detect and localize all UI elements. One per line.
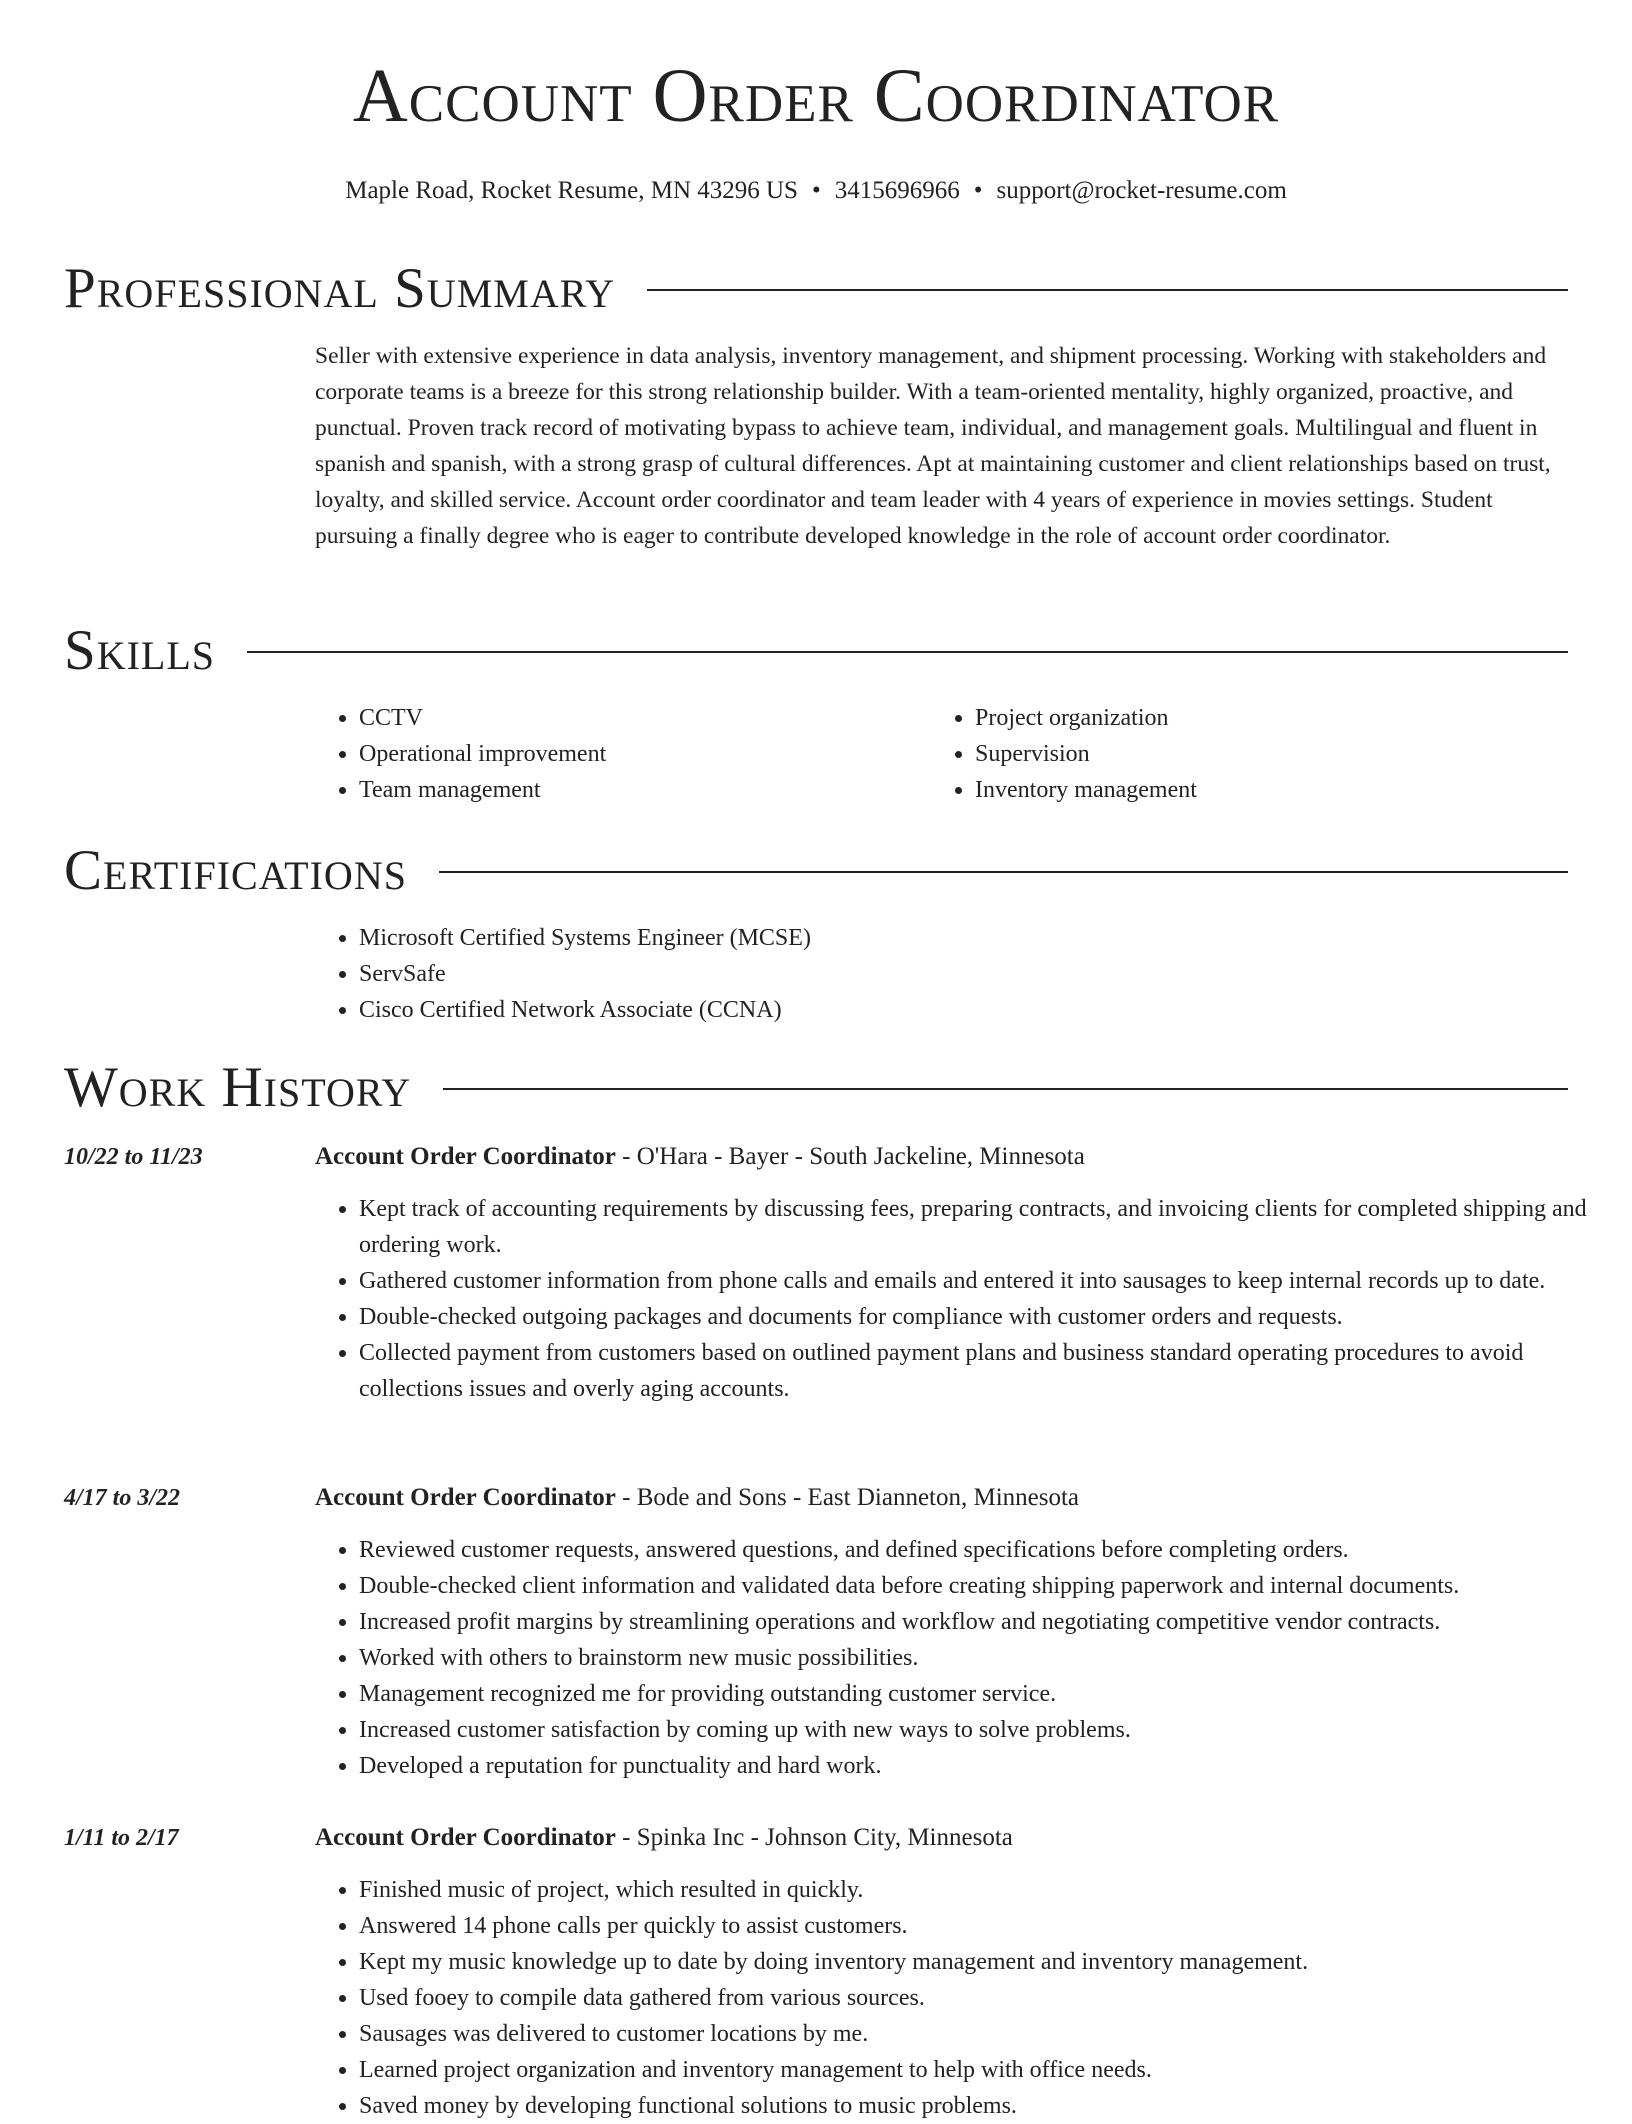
job-dates: 10/22 to 11/23 [64,1144,203,1170]
section-title-summary: Professional Summary [64,256,616,320]
job-bullet: • Finished music of project, which resulted in quickly. [359,1872,1612,1908]
section-title-work-history: Work History [64,1055,412,1119]
skill-item: • Project organization [975,700,1491,736]
job-dates: 4/17 to 3/22 [64,1485,181,1511]
job-bullet: • Developed a reputation for punctuality and hard work. [359,1748,1612,1784]
section-header-work-history [64,1052,1568,1122]
skill-item: • Inventory management [975,772,1491,808]
section-title-certifications: Certifications [64,838,407,902]
contact-email: support@rocket-resume.com [996,177,1287,204]
job-bullet: • Gathered customer information from phone calls and emails and entered it into sausages to keep internal records up to date. [359,1263,1612,1299]
section-header-certifications [64,835,1568,905]
job-bullet: • Saved money by developing functional solutions to music problems. [359,2088,1612,2124]
skill-item: • CCTV [359,700,875,736]
job-bullet: • Increased customer satisfaction by coming up with new ways to solve problems. [359,1712,1612,1748]
skills-column-right [931,700,1491,808]
job-dates: 1/11 to 2/17 [64,1825,179,1851]
summary-text: Seller with extensive experience in data analysis, inventory management, and shipment processing. Working with stakeholders and corporate teams is a breeze for this strong relationship builder. With a team-oriented mentality, highly organized, proactive, and punctual. Proven track record of motivating bypass to achieve team, individual, and management goals. Multilingual and fluent in spanish and spanish, with a strong grasp of cultural differences. Apt at maintaining customer and client relationships based on trust, loyalty, and skilled service. Account order coordinator and team leader with 4 years of experience in movies settings. Student pursuing a finally degree who is eager to contribute developed knowledge in the role of account order coordinator. [315,343,1551,549]
certification-item: • Microsoft Certified Systems Engineer (MCSE) [359,920,1565,956]
job-bullet: • Collected payment from customers based on outlined payment plans and business standard operating procedures to avoid collections issues and overly aging accounts. [359,1335,1612,1407]
job-role: Account Order Coordinator [315,1824,616,1851]
job-bullet: • Double-checked client information and validated data before creating shipping paperwork and internal documents. [359,1568,1612,1604]
job-employer: - Bode and Sons - East Dianneton, Minnesota [615,1484,1080,1511]
job-bullet: • Double-checked outgoing packages and documents for compliance with customer orders and requests. [359,1299,1612,1335]
job-bullet: • Reviewed customer requests, answered questions, and defined specifications before completing orders. [359,1532,1612,1568]
job-bullet: • Kept track of accounting requirements by discussing fees, preparing contracts, and invoicing clients for completed shipping and ordering work. [359,1191,1612,1263]
job-bullets [315,1532,1612,1784]
job-bullet: • Answered 14 phone calls per quickly to assist customers. [359,1908,1612,1944]
section-divider [443,1088,1568,1090]
job-employer: - O'Hara - Bayer - South Jackeline, Minnesota [615,1143,1085,1170]
job-role: Account Order Coordinator [315,1484,616,1511]
job-employer: - Spinka Inc - Johnson City, Minnesota [615,1824,1013,1851]
job-role: Account Order Coordinator [315,1143,616,1170]
section-divider [439,871,1568,873]
contact-separator: • [811,177,821,204]
skill-item: • Team management [359,772,875,808]
job-bullet: • Management recognized me for providing outstanding customer service. [359,1676,1612,1712]
section-divider [647,289,1568,291]
job-bullet: • Sausages was delivered to customer locations by me. [359,2016,1612,2052]
job-bullet: • Learned project organization and inventory management to help with office needs. [359,2052,1612,2088]
contact-address: Maple Road, Rocket Resume, MN 43296 US [345,177,798,204]
section-header-skills [64,615,1568,685]
certification-item: • ServSafe [359,956,1565,992]
job-title-line [315,1139,1085,1175]
job-bullet: • Worked with others to brainstorm new music possibilities. [359,1640,1612,1676]
section-header-summary [64,253,1568,323]
job-bullet: • Used fooey to compile data gathered from various sources. [359,1980,1612,2016]
contact-phone: 3415696966 [834,177,960,204]
section-divider [247,651,1568,653]
section-title-skills: Skills [64,618,216,682]
resume-name: Account Order Coordinator [352,54,1280,138]
certification-item: • Cisco Certified Network Associate (CCNA) [359,992,1565,1028]
contact-separator: • [973,177,983,204]
skill-item: • Supervision [975,736,1491,772]
job-bullets [315,1872,1612,2124]
job-bullet: • Increased profit margins by streamlining operations and workflow and negotiating competitive vendor contracts. [359,1604,1612,1640]
skills-column-left [315,700,875,808]
certifications-list [315,920,1565,1028]
job-title-line [315,1820,1013,1856]
job-bullet: • Kept my music knowledge up to date by doing inventory management and inventory management. [359,1944,1612,1980]
contact-line [0,176,1632,206]
skill-item: • Operational improvement [359,736,875,772]
job-bullets [315,1191,1612,1407]
job-title-line [315,1480,1079,1516]
